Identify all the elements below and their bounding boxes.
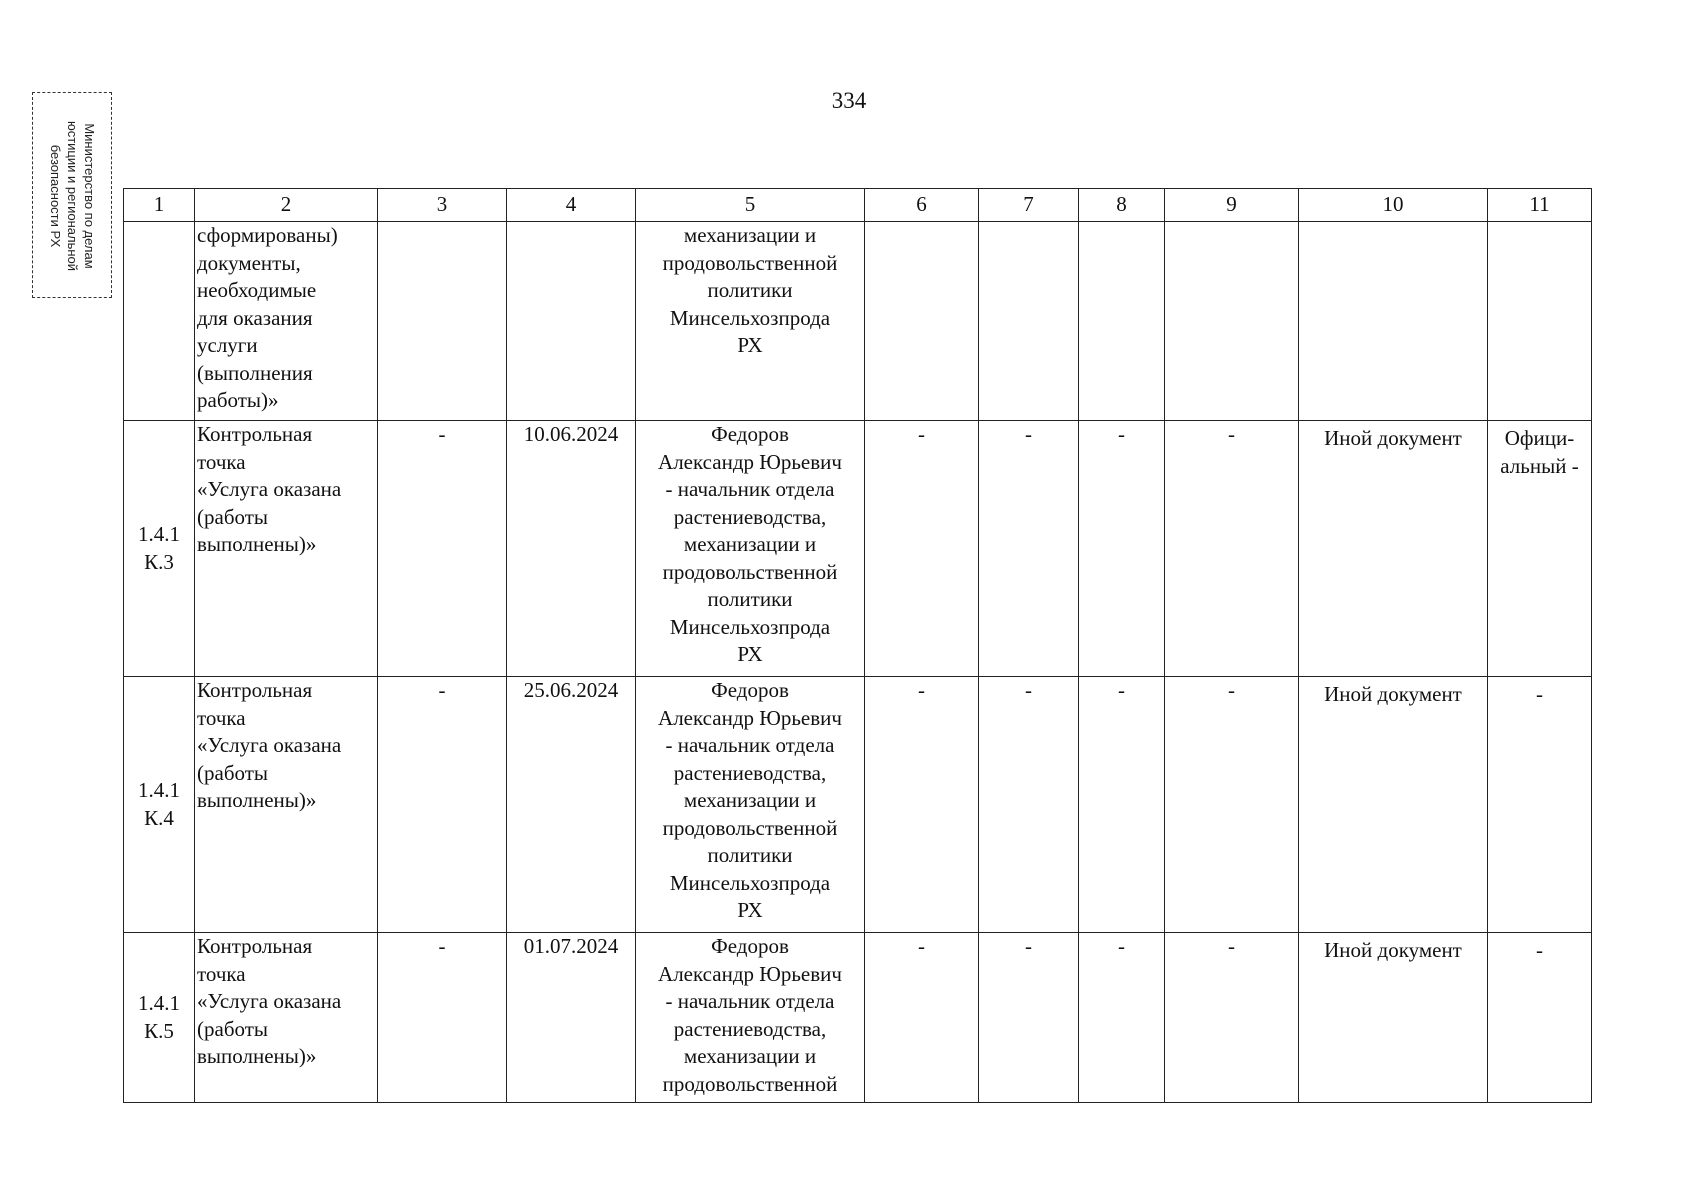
responsible-cell [636,421,865,677]
row-number-cell [124,677,195,933]
description-cell [195,933,378,1103]
stamp-line-3: безопасности РХ [48,144,64,248]
col-6-cell [865,421,979,677]
responsible-text: Федоров Александр Юрьевич - начальник отдела растениеводства, механизации и продовольственной политики Минсельхозпрода РХ [658,678,842,922]
stamp-line-2: юстиции и региональной [65,120,81,272]
header-col-10: 10 [1299,189,1488,222]
responsible-text: Федоров Александр Юрьевич - начальник отдела растениеводства, механизации и продовольственной политики Минсельхозпрода РХ [658,422,842,666]
document-type-text: Иной документ [1324,682,1462,706]
document-type-cell [1299,677,1488,933]
col-11-cell [1488,933,1592,1103]
col-7-value: - [1025,422,1032,446]
responsible-cell [636,933,865,1103]
page-number: 334 [831,88,867,113]
description-text: Контрольная точка «Услуга оказана (работы выполнены)» [197,678,342,812]
header-col-4: 4 [507,189,636,222]
col-6-value: - [918,422,925,446]
col-3-cell [378,222,507,421]
col-8-value: - [1118,934,1125,958]
col-3-cell [378,677,507,933]
table-row [124,222,1592,421]
col-7-value: - [1025,934,1032,958]
description-cell [195,677,378,933]
col-9-cell [1165,222,1299,421]
col-11-value: Офици- альный - [1500,426,1579,478]
document-type-text [1302,222,1484,226]
col-9-cell [1165,421,1299,677]
col-3-value: - [438,934,446,958]
col-3-value: - [438,422,446,446]
table-row [124,933,1592,1103]
col-6-cell [865,933,979,1103]
col-7-cell [979,933,1079,1103]
responsible-text: механизации и продовольственной политики Минсельхозпрода РХ [662,223,838,357]
col-3-cell [378,421,507,677]
header-col-2: 2 [195,189,378,222]
table-row [124,421,1592,677]
responsible-cell [636,222,865,421]
col-3-cell [378,933,507,1103]
date-cell [507,677,636,933]
document-type-cell [1299,933,1488,1103]
header-col-7: 7 [979,189,1079,222]
col-11-cell [1488,677,1592,933]
plan-table [123,188,1592,1103]
col-11-value [1491,222,1588,226]
col-6-cell [865,677,979,933]
col-11-cell [1488,222,1592,421]
col-8-cell [1079,222,1165,421]
col-9-value: - [1228,678,1235,702]
document-type-text: Иной документ [1324,938,1462,962]
col-6-cell [865,222,979,421]
date-cell [507,421,636,677]
col-8-cell [1079,677,1165,933]
row-number-cell [124,222,195,421]
col-9-value: - [1228,934,1235,958]
description-cell [195,421,378,677]
col-6-value: - [918,934,925,958]
col-3-value: - [438,678,446,702]
date-text: 10.06.2024 [523,422,619,446]
description-text: Контрольная точка «Услуга оказана (работы выполнены)» [197,422,342,556]
header-col-8: 8 [1079,189,1165,222]
date-cell [507,222,636,421]
col-7-cell [979,421,1079,677]
col-9-cell [1165,933,1299,1103]
col-11-value: - [1536,938,1543,962]
col-7-cell [979,677,1079,933]
header-col-1: 1 [124,189,195,222]
col-8-value: - [1118,678,1125,702]
registration-stamp [32,92,112,298]
document-type-cell [1299,421,1488,677]
date-cell [507,933,636,1103]
description-text: сформированы) документы, необходимые для оказания услуги (выполнения работы)» [197,223,338,412]
document-type-cell [1299,222,1488,421]
col-8-value: - [1118,422,1125,446]
row-number-cell [124,421,195,677]
row-number: 1.4.1 К.4 [138,778,180,830]
date-text: 01.07.2024 [523,934,619,958]
row-number-cell [124,933,195,1103]
header-col-9: 9 [1165,189,1299,222]
col-8-cell [1079,421,1165,677]
col-9-value: - [1228,422,1235,446]
document-type-text: Иной документ [1324,426,1462,450]
description-cell [195,222,378,421]
header-col-5: 5 [636,189,865,222]
col-11-cell [1488,421,1592,677]
col-9-cell [1165,677,1299,933]
col-7-cell [979,222,1079,421]
description-text: Контрольная точка «Услуга оказана (работы выполнены)» [197,934,342,1068]
header-col-3: 3 [378,189,507,222]
row-number: 1.4.1 К.3 [138,522,180,574]
responsible-text: Федоров Александр Юрьевич - начальник отдела растениеводства, механизации и продовольственной [658,934,842,1096]
header-row [124,189,1592,222]
col-6-value: - [918,678,925,702]
header-col-11: 11 [1488,189,1592,222]
col-8-cell [1079,933,1165,1103]
header-col-6: 6 [865,189,979,222]
stamp-text [34,88,112,304]
responsible-cell [636,677,865,933]
date-text: 25.06.2024 [523,678,619,702]
table-row [124,677,1592,933]
col-11-value: - [1536,682,1543,706]
stamp-line-1: Министерство по делам [82,123,98,269]
col-7-value: - [1025,678,1032,702]
row-number: 1.4.1 К.5 [138,991,180,1043]
